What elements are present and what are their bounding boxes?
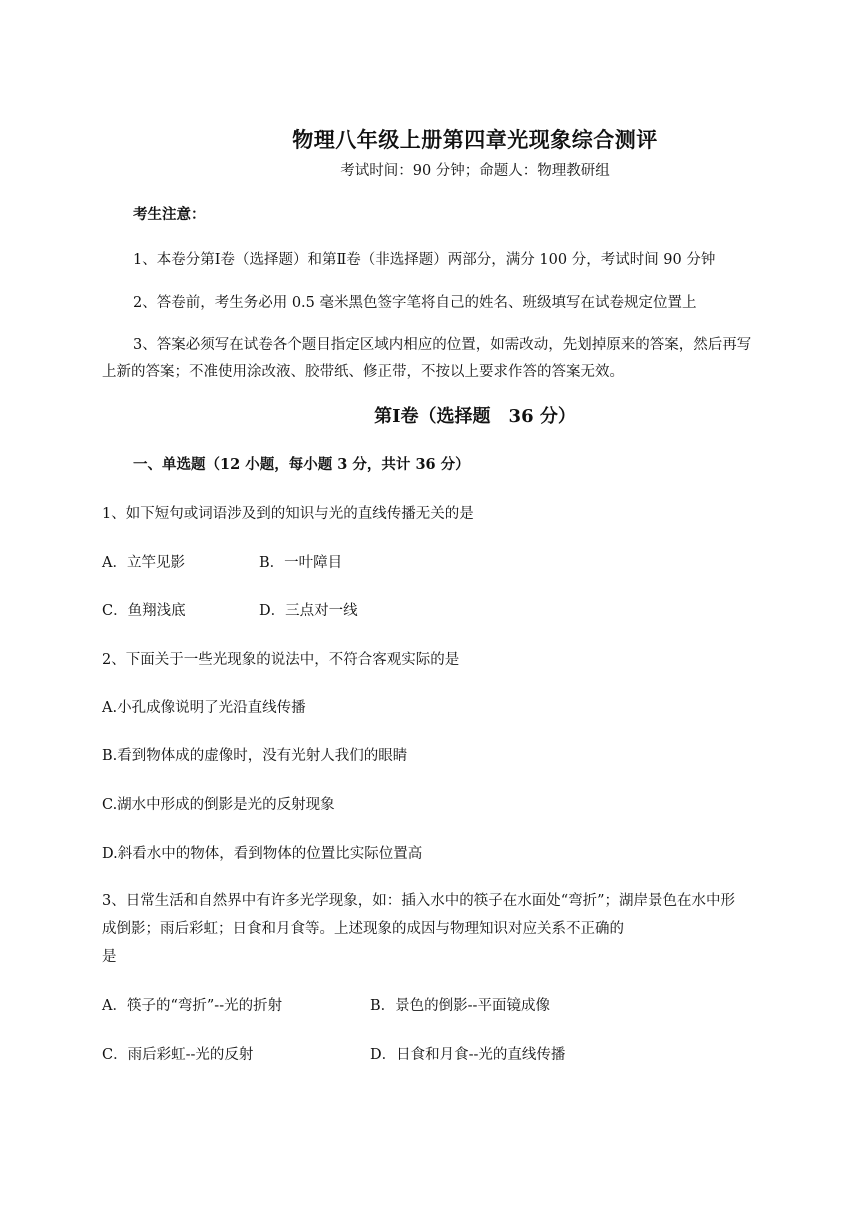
question-2-stem: 2、下面关于一些光现象的说法中，不符合客观实际的是 (102, 652, 460, 668)
section-title: 第Ⅰ卷（选择题 36 分） (374, 406, 576, 427)
question-3-option-c: C．雨后彩虹--光的反射 (102, 1047, 254, 1063)
question-2-option-b: B.看到物体成的虚像时，没有光射人我们的眼睛 (102, 748, 408, 764)
exam-subtitle: 考试时间：90 分钟；命题人：物理教研组 (340, 163, 610, 179)
notice-item-2: 2、答卷前，考生务必用 0.5 毫米黑色签字笔将自己的姓名、班级填写在试卷规定位置上 (133, 295, 697, 311)
question-3-stem-line-3: 是 (102, 949, 117, 965)
notice-item-3-line-1: 3、答案必须写在试卷各个题目指定区域内相应的位置，如需改动，先划掉原来的答案，然后再写 (133, 337, 752, 353)
question-1-option-c: C．鱼翔浅底 (102, 603, 186, 619)
part-title: 一、单选题（12 小题，每小题 3 分，共计 36 分） (133, 456, 470, 473)
question-1-stem: 1、如下短句或词语涉及到的知识与光的直线传播无关的是 (102, 506, 474, 522)
exam-title: 物理八年级上册第四章光现象综合测评 (292, 127, 658, 152)
question-2-option-d: D.斜看水中的物体，看到物体的位置比实际位置高 (102, 846, 423, 862)
question-3-stem-line-2: 成倒影；雨后彩虹；日食和月食等。上述现象的成因与物理知识对应关系不正确的 (102, 921, 624, 937)
notice-item-1: 1、本卷分第Ⅰ卷（选择题）和第Ⅱ卷（非选择题）两部分，满分 100 分，考试时间 90 分钟 (133, 252, 716, 268)
notice-heading: 考生注意： (133, 206, 206, 223)
question-3-stem-line-1: 3、日常生活和自然界中有许多光学现象，如：插入水中的筷子在水面处“弯折”；湖岸景色在水中形 (102, 893, 736, 909)
question-1-option-d: D．三点对一线 (259, 603, 358, 619)
question-2-option-a: A.小孔成像说明了光沿直线传播 (102, 700, 306, 716)
question-3-option-d: D．日食和月食--光的直线传播 (370, 1047, 566, 1063)
question-2-option-c: C.湖水中形成的倒影是光的反射现象 (102, 797, 335, 813)
question-3-option-a: A．筷子的“弯折”--光的折射 (102, 998, 283, 1014)
question-3-option-b: B．景色的倒影--平面镜成像 (370, 998, 550, 1014)
question-1-option-a: A．立竿见影 (102, 555, 185, 571)
question-1-option-b: B．一叶障目 (259, 555, 343, 571)
notice-item-3-line-2: 上新的答案；不准使用涂改液、胶带纸、修正带，不按以上要求作答的答案无效。 (102, 364, 624, 380)
